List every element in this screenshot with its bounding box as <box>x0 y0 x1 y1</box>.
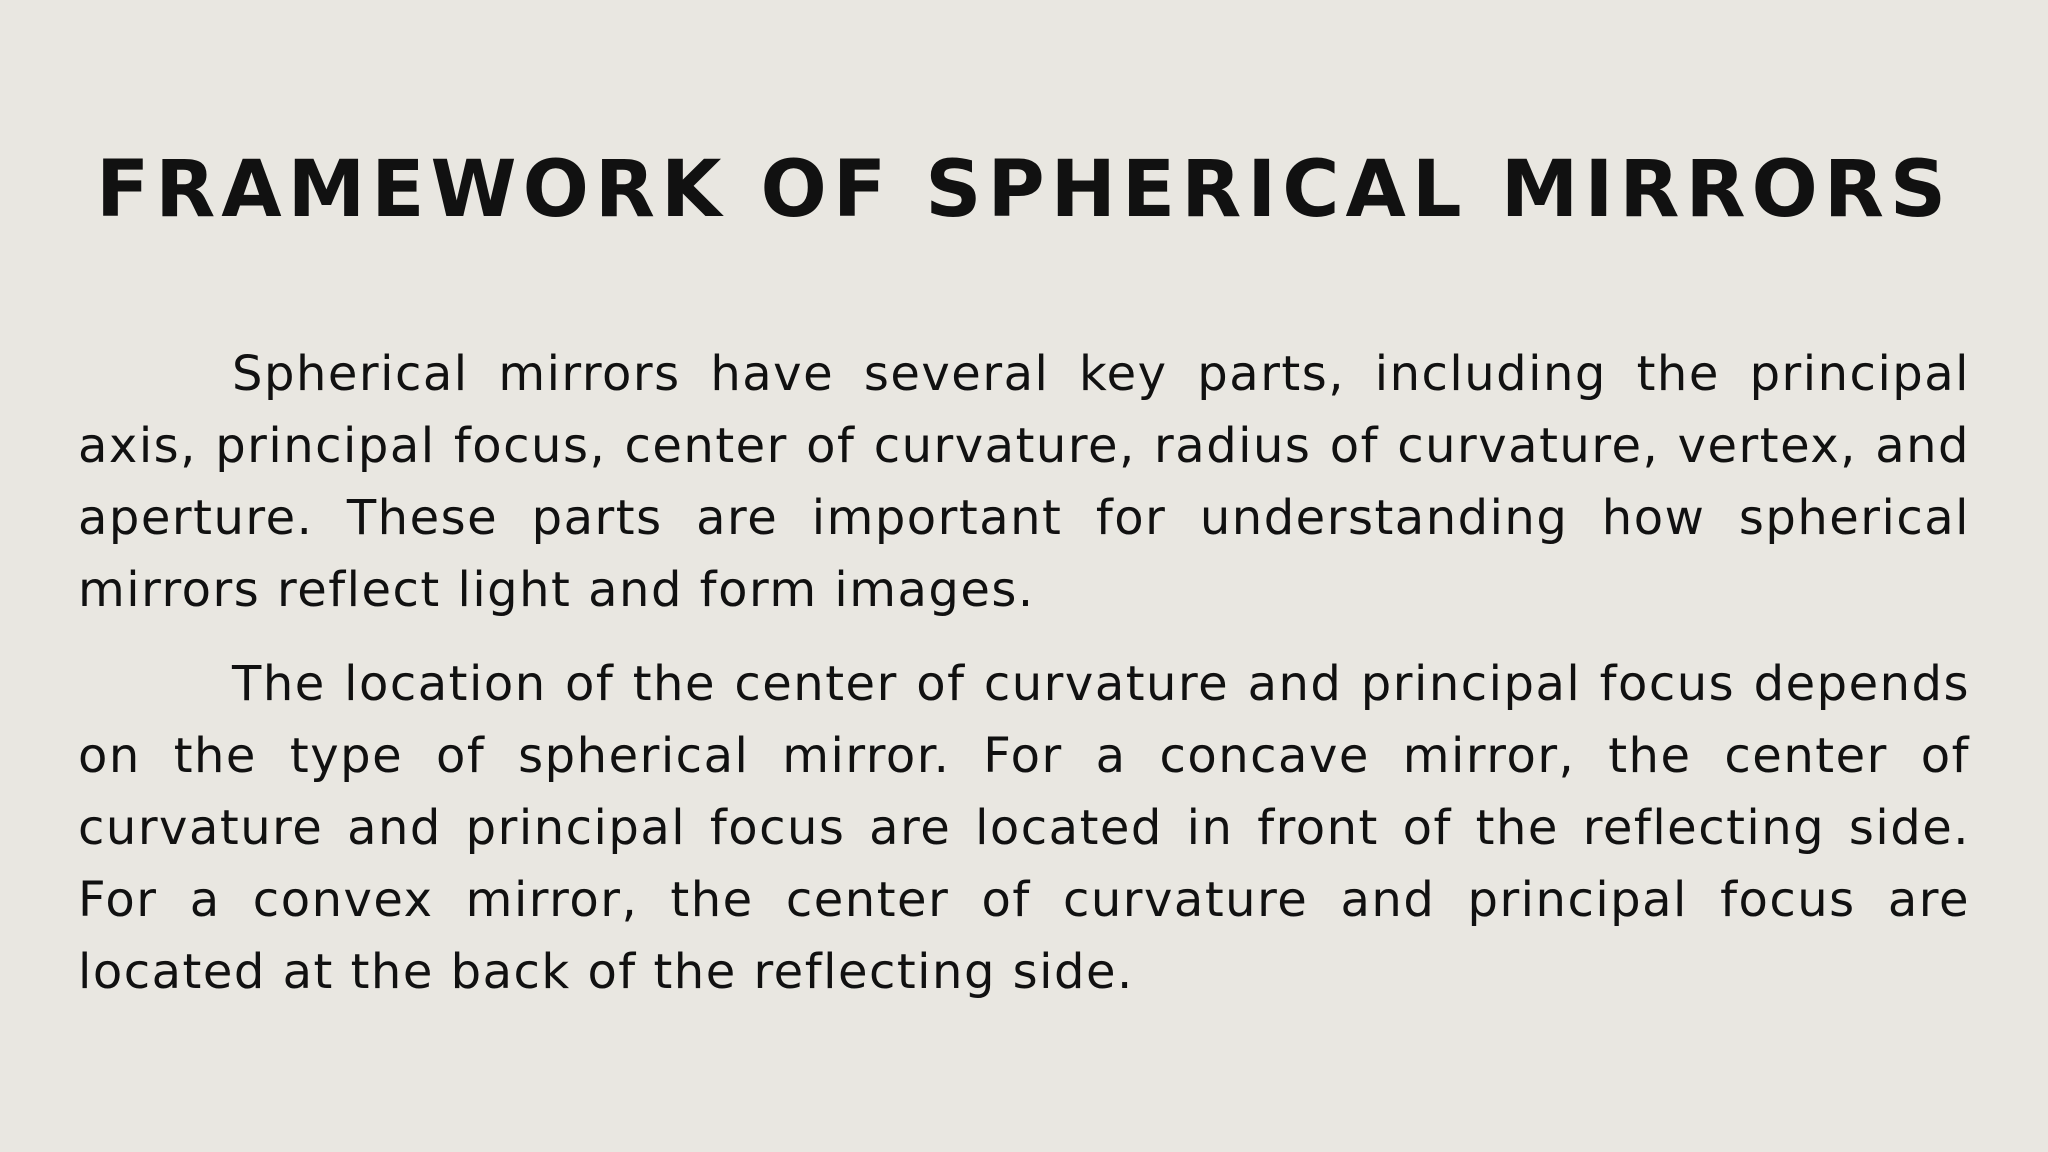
slide-title: FRAMEWORK OF SPHERICAL MIRRORS <box>95 145 1953 235</box>
slide-body <box>78 338 1970 1030</box>
paragraph-parts-of-mirrors: Spherical mirrors have several key parts, including the principal axis, principal focus, center of curvature, radius of curvature, vertex, and aperture. These parts are important for understanding how spherical mirrors reflect light and form images. <box>78 346 1970 618</box>
paragraph-center-and-focus-location: The location of the center of curvature and principal focus depends on the type of spherical mirror. For a concave mirror, the center of curvature and principal focus are located in front of the reflecting side. For a convex mirror, the center of curvature and principal focus are located at the back of the reflecting side. <box>78 656 1970 1000</box>
